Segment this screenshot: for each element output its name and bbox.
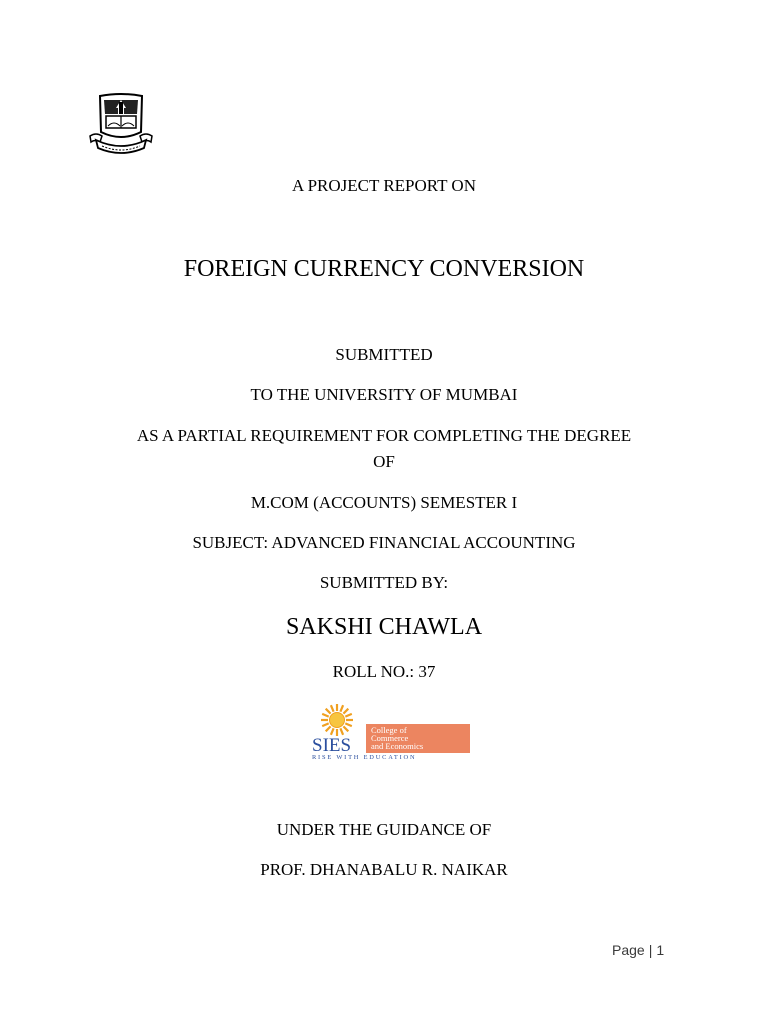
- college-tagline: RISE WITH EDUCATION: [312, 754, 417, 761]
- submitted-by-label: SUBMITTED BY:: [319, 573, 449, 592]
- page-label: Page: [612, 942, 645, 958]
- college-name-line-2: Commerce: [371, 733, 409, 743]
- requirement-line-1: AS A PARTIAL REQUIREMENT FOR COMPLETING THE DEGREE: [136, 426, 632, 445]
- university-line: TO THE UNIVERSITY OF MUMBAI: [250, 385, 518, 404]
- submitted-text: SUBMITTED: [335, 345, 433, 364]
- page-separator: |: [648, 942, 653, 958]
- page-footer: [612, 942, 664, 958]
- university-seal-logo: [88, 92, 154, 158]
- sies-sunburst-icon: [321, 704, 353, 736]
- report-intro: A PROJECT REPORT ON: [292, 176, 476, 195]
- college-name-line-1: College of: [371, 725, 407, 735]
- student-name: SAKSHI CHAWLA: [285, 614, 483, 640]
- college-name-line-3: and Economics: [371, 741, 424, 751]
- requirement-line-2: OF: [373, 452, 395, 471]
- report-title: FOREIGN CURRENCY CONVERSION: [183, 256, 585, 282]
- guide-name: PROF. DHANABALU R. NAIKAR: [260, 860, 508, 879]
- degree-line: M.COM (ACCOUNTS) SEMESTER I: [250, 493, 518, 512]
- sies-wordmark: SIES: [312, 735, 352, 756]
- sies-college-logo: [307, 703, 475, 761]
- roll-number: ROLL NO.: 37: [332, 662, 436, 681]
- page-number: 1: [656, 942, 665, 958]
- guidance-label: UNDER THE GUIDANCE OF: [276, 820, 492, 839]
- subject-line: SUBJECT: ADVANCED FINANCIAL ACCOUNTING: [192, 533, 576, 552]
